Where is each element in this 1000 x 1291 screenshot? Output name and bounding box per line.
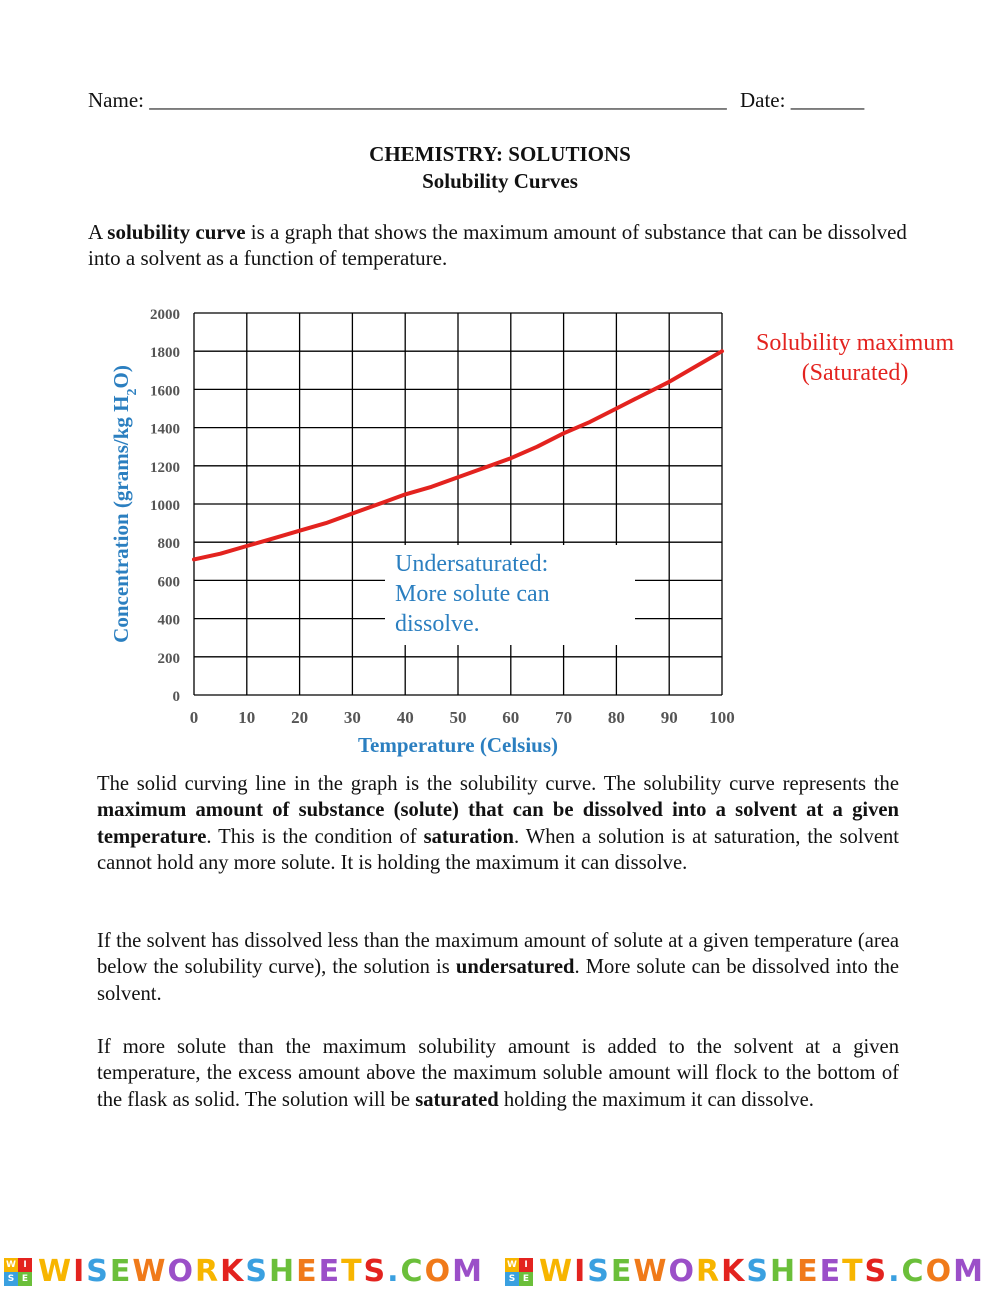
name-date-line	[88, 88, 908, 113]
y-tick-label: 0	[172, 689, 180, 705]
watermark-text	[38, 1254, 484, 1289]
watermark-letter: .	[888, 1254, 902, 1289]
paragraph-saturation	[97, 771, 899, 876]
x-tick-label: 50	[449, 708, 467, 727]
y-axis-label	[109, 365, 140, 643]
watermark-letter: S	[86, 1254, 110, 1289]
p1-text2: . This is the condition of	[206, 825, 424, 848]
watermark-letter: W	[38, 1254, 74, 1289]
p3-text2: holding the maximum it can dissolve.	[498, 1088, 814, 1111]
watermark-2	[505, 1252, 985, 1291]
watermark-letter: E	[296, 1254, 319, 1289]
watermark-letter: S	[746, 1254, 770, 1289]
watermark-letter: T	[842, 1254, 865, 1289]
saturated-annotation	[745, 328, 965, 388]
watermark-letter: H	[268, 1254, 297, 1289]
y-tick-label: 1200	[150, 459, 180, 476]
p3-text1: If more solute than the maximum solubility amount is added to the solvent at a given temperature, the excess amount above the maximum soluble amount will flock to the bottom of the flask as solid. The solution will be	[97, 1036, 899, 1111]
watermark-letter: W	[539, 1254, 575, 1289]
x-tick-label: 30	[343, 708, 361, 727]
p1-text3: . When a solution is at saturation, the solvent cannot hold any more solute. It is holding the maximum it can dissolve.	[97, 825, 900, 874]
watermark-letter: M	[452, 1254, 484, 1289]
watermark-letter: S	[864, 1254, 889, 1289]
name-blank[interactable]: _______________________________________________________	[149, 88, 727, 112]
paragraph-saturated	[97, 1034, 899, 1113]
x-tick-label: 0	[189, 708, 199, 727]
x-axis-label: Temperature (Celsius)	[357, 733, 559, 757]
watermark-letter: O	[668, 1254, 696, 1289]
watermark-letter: E	[797, 1254, 820, 1289]
watermark-letter: T	[341, 1254, 364, 1289]
under-line1: Undersaturated:	[395, 551, 549, 577]
y-tick-label: 2000	[150, 307, 180, 323]
p2-text2: . More solute can be dissolved into the solvent.	[97, 956, 900, 1005]
intro-rest: is a graph that shows the maximum amount of substance that can be dissolved into a solvent as a function of temperature.	[88, 220, 907, 270]
x-tick-label: 10	[238, 708, 256, 727]
watermark-letter: E	[819, 1254, 843, 1289]
x-tick-label: 90	[660, 708, 678, 727]
watermark-letter: K	[220, 1254, 246, 1289]
p1-bold1: maximum amount of substance (solute) that can be dissolved into a solvent at a given temperature	[97, 799, 899, 848]
intro-prefix: A	[88, 220, 108, 244]
watermark-letter: .	[387, 1254, 401, 1289]
x-tick-label: 60	[502, 708, 520, 727]
saturated-line2: (Saturated)	[801, 360, 909, 386]
watermark-letter: E	[610, 1254, 634, 1289]
watermark-letter: W	[633, 1254, 669, 1289]
saturated-line1: Solubility maximum	[755, 330, 954, 356]
watermark-letter: M	[953, 1254, 985, 1289]
x-tick-label: 40	[396, 708, 414, 727]
p2-text1: If the solvent has dissolved less than the maximum amount of solute at a given temperature (area below the solubility curve), the solution is	[97, 930, 899, 979]
intro-paragraph	[88, 219, 908, 271]
under-line2: More solute can	[395, 581, 550, 607]
watermark-letter: C	[400, 1254, 425, 1289]
watermark-1	[4, 1252, 484, 1291]
undersaturated-annotation	[385, 545, 635, 645]
watermark-letter: C	[901, 1254, 926, 1289]
watermark-letter: E	[109, 1254, 133, 1289]
watermark-letter: S	[363, 1254, 388, 1289]
y-tick-label: 200	[157, 650, 180, 667]
date-blank[interactable]: _______	[790, 88, 865, 112]
x-tick-label: 20	[291, 708, 309, 727]
y-axis-label-subscript: 2	[124, 388, 140, 396]
watermark-logo-icon: W I S E	[505, 1258, 533, 1286]
name-label: Name:	[88, 88, 144, 112]
watermark-letter: O	[925, 1254, 954, 1289]
watermark-logo-icon: W I S E	[4, 1258, 32, 1286]
watermark-letter: K	[721, 1254, 747, 1289]
page-subtitle: Solubility Curves	[422, 169, 578, 193]
y-tick-label: 400	[157, 612, 180, 629]
date-label: Date:	[739, 88, 786, 112]
watermark-letter: W	[132, 1254, 168, 1289]
under-line3: dissolve.	[395, 611, 480, 637]
watermark-letter: O	[167, 1254, 195, 1289]
watermark-letter: S	[587, 1254, 611, 1289]
watermark-letter: S	[245, 1254, 269, 1289]
y-tick-label: 800	[157, 536, 180, 553]
y-tick-label: 1400	[150, 421, 180, 438]
x-tick-label: 80	[607, 708, 625, 727]
p2-bold1: undersatured	[455, 956, 575, 979]
watermark-letter: R	[695, 1254, 722, 1289]
y-axis-label-main: Concentration (grams/kg H	[109, 395, 133, 643]
watermark-letter: I	[574, 1254, 588, 1289]
watermark-letter: R	[194, 1254, 221, 1289]
page-title: CHEMISTRY: SOLUTIONS	[369, 142, 631, 166]
y-tick-label: 600	[157, 574, 180, 591]
watermark-letter: I	[73, 1254, 87, 1289]
p1-bold2: saturation	[423, 825, 514, 848]
y-tick-label: 1000	[150, 498, 180, 514]
watermark-text	[539, 1254, 985, 1289]
p1-text1: The solid curving line in the graph is the solubility curve. The solubility curve represents the	[97, 773, 899, 795]
watermark-letter: O	[424, 1254, 453, 1289]
paragraph-undersaturated	[97, 928, 899, 1007]
watermark-footer	[0, 1252, 1000, 1291]
y-tick-label: 1600	[150, 383, 180, 400]
y-tick-label: 1800	[150, 345, 180, 362]
watermark-letter: H	[769, 1254, 798, 1289]
x-tick-label: 100	[709, 708, 735, 727]
intro-term: solubility curve	[107, 220, 246, 244]
watermark-letter: E	[318, 1254, 342, 1289]
p3-bold1: saturated	[415, 1088, 499, 1111]
x-tick-label: 70	[555, 708, 573, 727]
y-axis-label-end: O)	[109, 365, 133, 389]
